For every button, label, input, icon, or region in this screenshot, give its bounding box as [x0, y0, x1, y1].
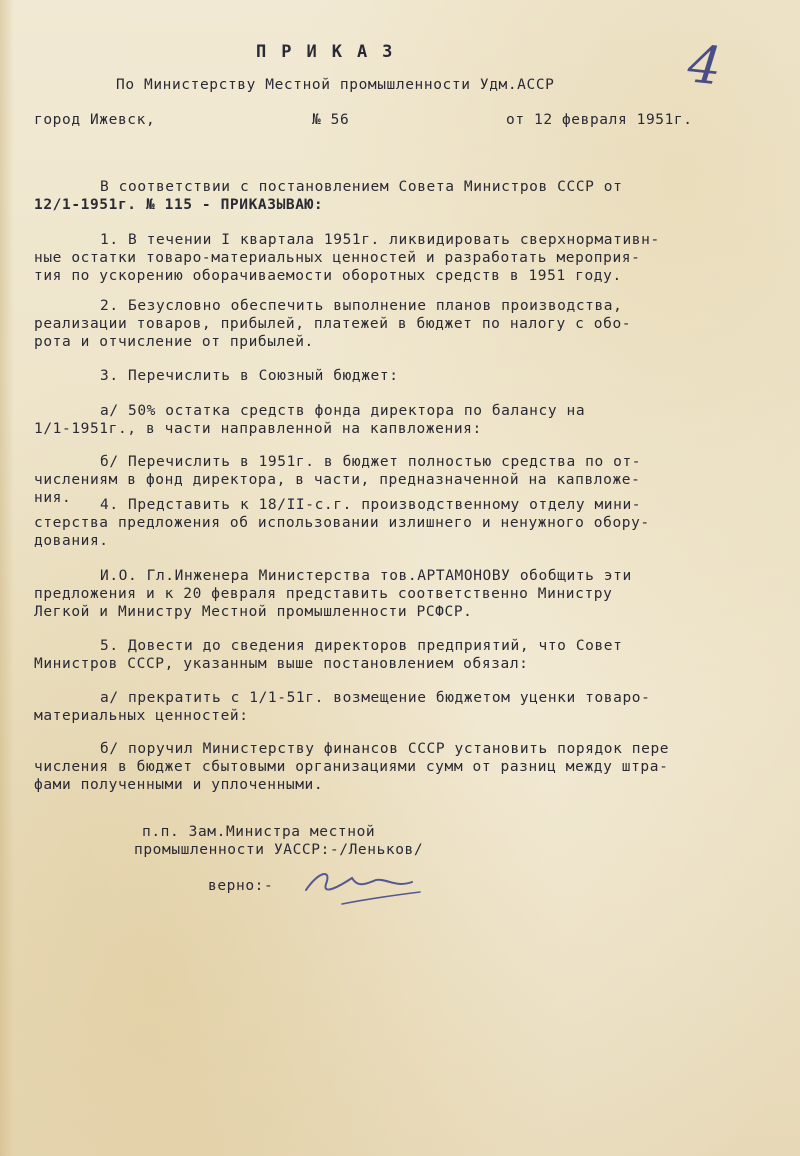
document-title: ПРИКАЗ	[256, 42, 408, 62]
body-line: числениям в фонд директора, в части, предназначенной на капвложе-	[34, 472, 641, 488]
body-line: а/ прекратить с 1/1-51г. возмещение бюджетом уценки товаро-	[100, 690, 651, 706]
signatory-name: промышленности УАССР:-/Леньков/	[134, 842, 424, 858]
body-line: 3. Перечислить в Союзный бюджет:	[100, 368, 399, 384]
body-line: числения в бюджет сбытовыми организациями сумм от разниц между штра-	[34, 759, 669, 775]
body-line: 12/1-1951г. № 115 - ПРИКАЗЫВАЮ:	[34, 197, 324, 213]
body-line: 1. В течении I квартала 1951г. ликвидировать сверхнормативн-	[100, 232, 660, 248]
body-line: дования.	[34, 533, 109, 549]
certified-label: верно:-	[208, 878, 274, 894]
handwritten-signature	[300, 858, 430, 913]
order-number: № 56	[312, 112, 350, 128]
body-line: 5. Довести до сведения директоров предприятий, что Совет	[100, 638, 623, 654]
body-line: Легкой и Министру Местной промышленности РСФСР.	[34, 604, 473, 620]
body-line: И.О. Гл.Инженера Министерства тов.АРТАМОНОВУ обобщить эти	[100, 568, 632, 584]
body-line: рота и отчисление от прибылей.	[34, 334, 314, 350]
body-line: тия по ускорению оборачиваемости оборотных средств в 1951 году.	[34, 268, 622, 284]
body-line: ния.	[34, 490, 72, 506]
body-line: В соответствии с постановлением Совета Министров СССР от	[100, 179, 623, 195]
body-line: предложения и к 20 февраля представить соответственно Министру	[34, 586, 613, 602]
handwritten-page-number: 4	[684, 34, 725, 98]
order-date: от 12 февраля 1951г.	[506, 112, 693, 128]
ministry-line: По Министерству Местной промышленности Удм.АССР	[116, 77, 555, 93]
body-line: фами полученными и уплоченными.	[34, 777, 324, 793]
body-line: ные остатки товаро-материальных ценностей и разработать мероприя-	[34, 250, 641, 266]
body-line: Министров СССР, указанным выше постановлением обязал:	[34, 656, 529, 672]
body-line: реализации товаров, прибылей, платежей в бюджет по налогу с обо-	[34, 316, 632, 332]
body-line: б/ поручил Министерству финансов СССР установить порядок пере	[100, 741, 670, 757]
body-line: а/ 50% остатка средств фонда директора по балансу на	[100, 403, 586, 419]
body-line: материальных ценностей:	[34, 708, 249, 724]
signatory-title: п.п. Зам.Министра местной	[142, 824, 376, 840]
body-line: стерства предложения об использовании излишнего и ненужного обору-	[34, 515, 650, 531]
body-line: б/ Перечислить в 1951г. в бюджет полностью средства по от-	[100, 454, 642, 470]
city: город Ижевск,	[34, 112, 156, 128]
body-line: 2. Безусловно обеспечить выполнение планов производства,	[100, 298, 623, 314]
body-line: 4. Представить к 18/II-с.г. производственному отделу мини-	[100, 497, 642, 513]
paper-edge-shadow	[0, 0, 14, 1156]
body-line: 1/1-1951г., в части направленной на капвложения:	[34, 421, 482, 437]
